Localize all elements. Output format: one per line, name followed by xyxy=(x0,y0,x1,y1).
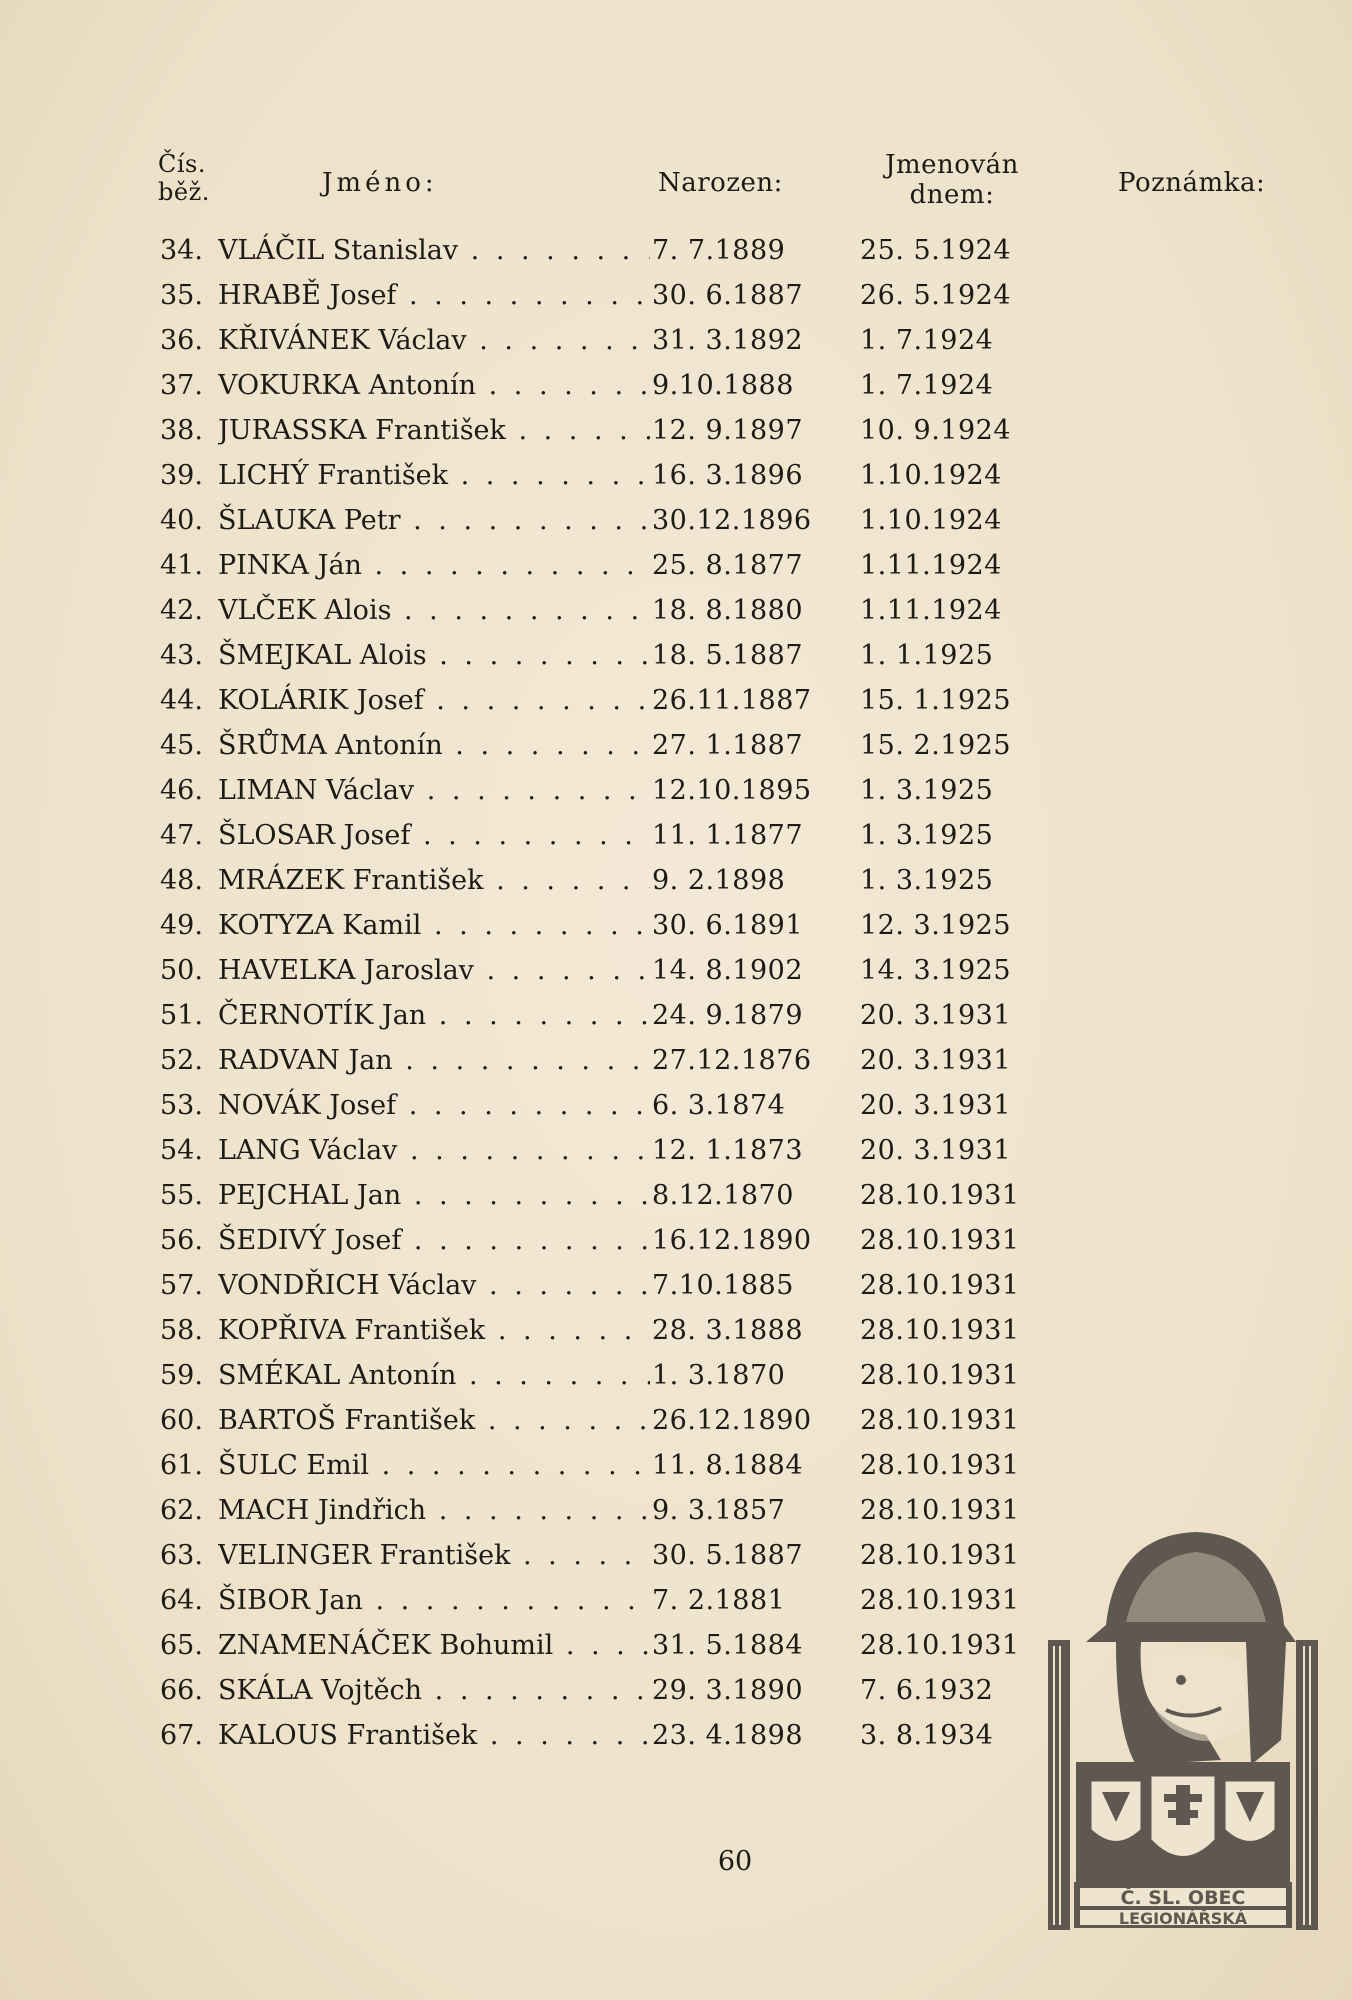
table-row xyxy=(0,903,1352,948)
row-appointment-date: 3. 8.1934 xyxy=(860,1720,994,1751)
row-name: BARTOŠ František . . . xyxy=(218,1398,650,1443)
row-number: 62. xyxy=(160,1495,203,1526)
table-row xyxy=(0,1173,1352,1218)
row-birth-date: 25. 8.1877 xyxy=(652,550,803,581)
row-number: 50. xyxy=(160,955,203,986)
row-appointment-date: 1.11.1924 xyxy=(860,595,1002,626)
row-appointment-date: 20. 3.1931 xyxy=(860,1135,1011,1166)
row-appointment-date: 20. 3.1931 xyxy=(860,1090,1011,1121)
row-birth-date: 30. 6.1887 xyxy=(652,280,803,311)
row-number: 55. xyxy=(160,1180,203,1211)
row-birth-date: 12. 1.1873 xyxy=(652,1135,803,1166)
row-name: KŘIVÁNEK Václav . . . xyxy=(218,318,650,363)
row-number: 57. xyxy=(160,1270,203,1301)
row-appointment-date: 1. 7.1924 xyxy=(860,370,994,401)
row-appointment-date: 1.10.1924 xyxy=(860,460,1002,491)
row-name: PEJCHAL Jan . . . xyxy=(218,1173,650,1218)
row-birth-date: 7. 7.1889 xyxy=(652,235,786,266)
column-header-number-line2: běž. xyxy=(158,178,210,206)
column-header-name: Jméno: xyxy=(322,168,438,198)
row-birth-date: 27.12.1876 xyxy=(652,1045,812,1076)
row-appointment-date: 10. 9.1924 xyxy=(860,415,1011,446)
row-name: ŠMEJKAL Alois . . . xyxy=(218,633,650,678)
row-birth-date: 7. 2.1881 xyxy=(652,1585,786,1616)
row-appointment-date: 1. 1.1925 xyxy=(860,640,994,671)
row-birth-date: 9. 2.1898 xyxy=(652,865,786,896)
row-birth-date: 11. 1.1877 xyxy=(652,820,803,851)
row-name: ZNAMENÁČEK Bohumil . . . xyxy=(218,1623,650,1668)
page-number: 60 xyxy=(717,1846,753,1877)
row-appointment-date: 28.10.1931 xyxy=(860,1585,1020,1616)
table-row xyxy=(0,273,1352,318)
row-birth-date: 9.10.1888 xyxy=(652,370,794,401)
table-row xyxy=(0,1488,1352,1533)
row-number: 35. xyxy=(160,280,203,311)
row-number: 66. xyxy=(160,1675,203,1706)
row-name: MACH Jindřich . . . xyxy=(218,1488,650,1533)
row-number: 60. xyxy=(160,1405,203,1436)
emblem-text-line1: Č. SL. OBEC xyxy=(1120,1887,1246,1909)
row-number: 45. xyxy=(160,730,203,761)
table-row xyxy=(0,948,1352,993)
row-appointment-date: 1. 7.1924 xyxy=(860,325,994,356)
row-number: 65. xyxy=(160,1630,203,1661)
row-number: 41. xyxy=(160,550,203,581)
row-appointment-date: 28.10.1931 xyxy=(860,1270,1020,1301)
row-appointment-date: 1. 3.1925 xyxy=(860,865,994,896)
row-appointment-date: 28.10.1931 xyxy=(860,1360,1020,1391)
row-name: ŠRŮMA Antonín . . . xyxy=(218,723,650,768)
row-appointment-date: 28.10.1931 xyxy=(860,1405,1020,1436)
row-birth-date: 18. 8.1880 xyxy=(652,595,803,626)
row-appointment-date: 7. 6.1932 xyxy=(860,1675,994,1706)
row-birth-date: 31. 5.1884 xyxy=(652,1630,803,1661)
row-appointment-date: 1.11.1924 xyxy=(860,550,1002,581)
row-number: 58. xyxy=(160,1315,203,1346)
row-birth-date: 16. 3.1896 xyxy=(652,460,803,491)
row-birth-date: 16.12.1890 xyxy=(652,1225,812,1256)
row-number: 43. xyxy=(160,640,203,671)
row-number: 37. xyxy=(160,370,203,401)
column-header-number-line1: Čís. xyxy=(158,150,206,178)
row-appointment-date: 25. 5.1924 xyxy=(860,235,1011,266)
row-name: ŠLAUKA Petr . . . xyxy=(218,498,650,543)
row-birth-date: 1. 3.1870 xyxy=(652,1360,786,1391)
row-birth-date: 8.12.1870 xyxy=(652,1180,794,1211)
row-number: 46. xyxy=(160,775,203,806)
row-birth-date: 31. 3.1892 xyxy=(652,325,803,356)
row-appointment-date: 28.10.1931 xyxy=(860,1540,1020,1571)
row-name: ČERNOTÍK Jan . . . xyxy=(218,993,650,1038)
row-number: 59. xyxy=(160,1360,203,1391)
row-appointment-date: 28.10.1931 xyxy=(860,1630,1020,1661)
table-row xyxy=(0,1128,1352,1173)
row-name: LANG Václav . . . xyxy=(218,1128,650,1173)
table-row xyxy=(0,678,1352,723)
row-appointment-date: 28.10.1931 xyxy=(860,1495,1020,1526)
roster-table xyxy=(0,228,1352,1758)
column-header-appointed-line2: dnem: xyxy=(909,180,995,210)
table-row xyxy=(0,993,1352,1038)
row-birth-date: 9. 3.1857 xyxy=(652,1495,786,1526)
row-name: VLČEK Alois . . . xyxy=(218,588,650,633)
row-name: HRABĚ Josef . . . xyxy=(218,273,650,318)
row-birth-date: 30. 5.1887 xyxy=(652,1540,803,1571)
table-row xyxy=(0,858,1352,903)
row-name: VOKURKA Antonín . . . xyxy=(218,363,650,408)
row-number: 64. xyxy=(160,1585,203,1616)
row-name: KOLÁRIK Josef . . . xyxy=(218,678,650,723)
row-name: MRÁZEK František . . . xyxy=(218,858,650,903)
row-appointment-date: 28.10.1931 xyxy=(860,1315,1020,1346)
row-number: 48. xyxy=(160,865,203,896)
row-birth-date: 14. 8.1902 xyxy=(652,955,803,986)
table-row xyxy=(0,813,1352,858)
row-name: VLÁČIL Stanislav . . . xyxy=(218,228,650,273)
table-row xyxy=(0,1308,1352,1353)
row-birth-date: 18. 5.1887 xyxy=(652,640,803,671)
legion-emblem-logo xyxy=(1046,1530,1320,1930)
row-appointment-date: 26. 5.1924 xyxy=(860,280,1011,311)
row-birth-date: 7.10.1885 xyxy=(652,1270,794,1301)
row-name: ŠIBOR Jan . . . xyxy=(218,1578,650,1623)
table-row xyxy=(0,1353,1352,1398)
row-number: 67. xyxy=(160,1720,203,1751)
table-row xyxy=(0,1443,1352,1488)
row-name: ŠLOSAR Josef . . . xyxy=(218,813,650,858)
row-number: 38. xyxy=(160,415,203,446)
row-number: 49. xyxy=(160,910,203,941)
row-name: LIMAN Václav . . . xyxy=(218,768,650,813)
row-appointment-date: 28.10.1931 xyxy=(860,1450,1020,1481)
row-birth-date: 12. 9.1897 xyxy=(652,415,803,446)
row-birth-date: 27. 1.1887 xyxy=(652,730,803,761)
row-birth-date: 29. 3.1890 xyxy=(652,1675,803,1706)
table-row xyxy=(0,228,1352,273)
row-number: 54. xyxy=(160,1135,203,1166)
table-row xyxy=(0,633,1352,678)
table-row xyxy=(0,408,1352,453)
row-name: KALOUS František . . . xyxy=(218,1713,650,1758)
row-name: SMÉKAL Antonín . . . xyxy=(218,1353,650,1398)
table-row xyxy=(0,1038,1352,1083)
table-row xyxy=(0,1263,1352,1308)
row-name: SKÁLA Vojtěch . . . xyxy=(218,1668,650,1713)
row-number: 53. xyxy=(160,1090,203,1121)
table-row xyxy=(0,543,1352,588)
row-appointment-date: 1. 3.1925 xyxy=(860,775,994,806)
row-appointment-date: 20. 3.1931 xyxy=(860,1045,1011,1076)
row-name: KOPŘIVA František . . . xyxy=(218,1308,650,1353)
row-name: RADVAN Jan . . . xyxy=(218,1038,650,1083)
row-number: 39. xyxy=(160,460,203,491)
row-number: 51. xyxy=(160,1000,203,1031)
row-appointment-date: 14. 3.1925 xyxy=(860,955,1011,986)
column-header-note: Poznámka: xyxy=(1118,168,1266,198)
row-birth-date: 26.11.1887 xyxy=(652,685,812,716)
table-row xyxy=(0,1398,1352,1443)
row-birth-date: 11. 8.1884 xyxy=(652,1450,803,1481)
table-row xyxy=(0,768,1352,813)
row-appointment-date: 15. 2.1925 xyxy=(860,730,1011,761)
row-appointment-date: 28.10.1931 xyxy=(860,1225,1020,1256)
row-name: ŠEDIVÝ Josef . . . xyxy=(218,1218,650,1263)
row-appointment-date: 28.10.1931 xyxy=(860,1180,1020,1211)
table-row xyxy=(0,723,1352,768)
row-name: HAVELKA Jaroslav . . . xyxy=(218,948,650,993)
row-appointment-date: 1. 3.1925 xyxy=(860,820,994,851)
row-name: LICHÝ František . . . xyxy=(218,453,650,498)
row-number: 47. xyxy=(160,820,203,851)
row-number: 36. xyxy=(160,325,203,356)
row-birth-date: 6. 3.1874 xyxy=(652,1090,786,1121)
row-name: NOVÁK Josef . . . xyxy=(218,1083,650,1128)
column-header-number xyxy=(158,150,210,206)
row-name: KOTYZA Kamil . . . xyxy=(218,903,650,948)
row-name: PINKA Ján . . . xyxy=(218,543,650,588)
row-name: VONDŘICH Václav . . . xyxy=(218,1263,650,1308)
row-appointment-date: 1.10.1924 xyxy=(860,505,1002,536)
row-number: 52. xyxy=(160,1045,203,1076)
row-birth-date: 24. 9.1879 xyxy=(652,1000,803,1031)
row-number: 34. xyxy=(160,235,203,266)
row-appointment-date: 20. 3.1931 xyxy=(860,1000,1011,1031)
table-row xyxy=(0,588,1352,633)
table-row xyxy=(0,1083,1352,1128)
column-header-appointed-line1: Jmenován xyxy=(885,150,1019,180)
row-number: 63. xyxy=(160,1540,203,1571)
row-birth-date: 26.12.1890 xyxy=(652,1405,812,1436)
row-name: VELINGER František . . . xyxy=(218,1533,650,1578)
row-birth-date: 30.12.1896 xyxy=(652,505,812,536)
table-row xyxy=(0,318,1352,363)
table-row xyxy=(0,1218,1352,1263)
row-appointment-date: 15. 1.1925 xyxy=(860,685,1011,716)
row-birth-date: 23. 4.1898 xyxy=(652,1720,803,1751)
column-header-appointed xyxy=(872,150,1032,210)
row-name: JURASSKA František . . . xyxy=(218,408,650,453)
row-birth-date: 30. 6.1891 xyxy=(652,910,803,941)
table-row xyxy=(0,363,1352,408)
table-row xyxy=(0,498,1352,543)
row-number: 61. xyxy=(160,1450,203,1481)
row-number: 42. xyxy=(160,595,203,626)
row-number: 44. xyxy=(160,685,203,716)
row-birth-date: 12.10.1895 xyxy=(652,775,812,806)
row-birth-date: 28. 3.1888 xyxy=(652,1315,803,1346)
emblem-text-line2: LEGIONÁŘSKÁ xyxy=(1118,1909,1248,1928)
row-name: ŠULC Emil . . . xyxy=(218,1443,650,1488)
table-row xyxy=(0,453,1352,498)
row-number: 40. xyxy=(160,505,203,536)
column-header-born: Narozen: xyxy=(658,168,783,198)
row-appointment-date: 12. 3.1925 xyxy=(860,910,1011,941)
row-number: 56. xyxy=(160,1225,203,1256)
